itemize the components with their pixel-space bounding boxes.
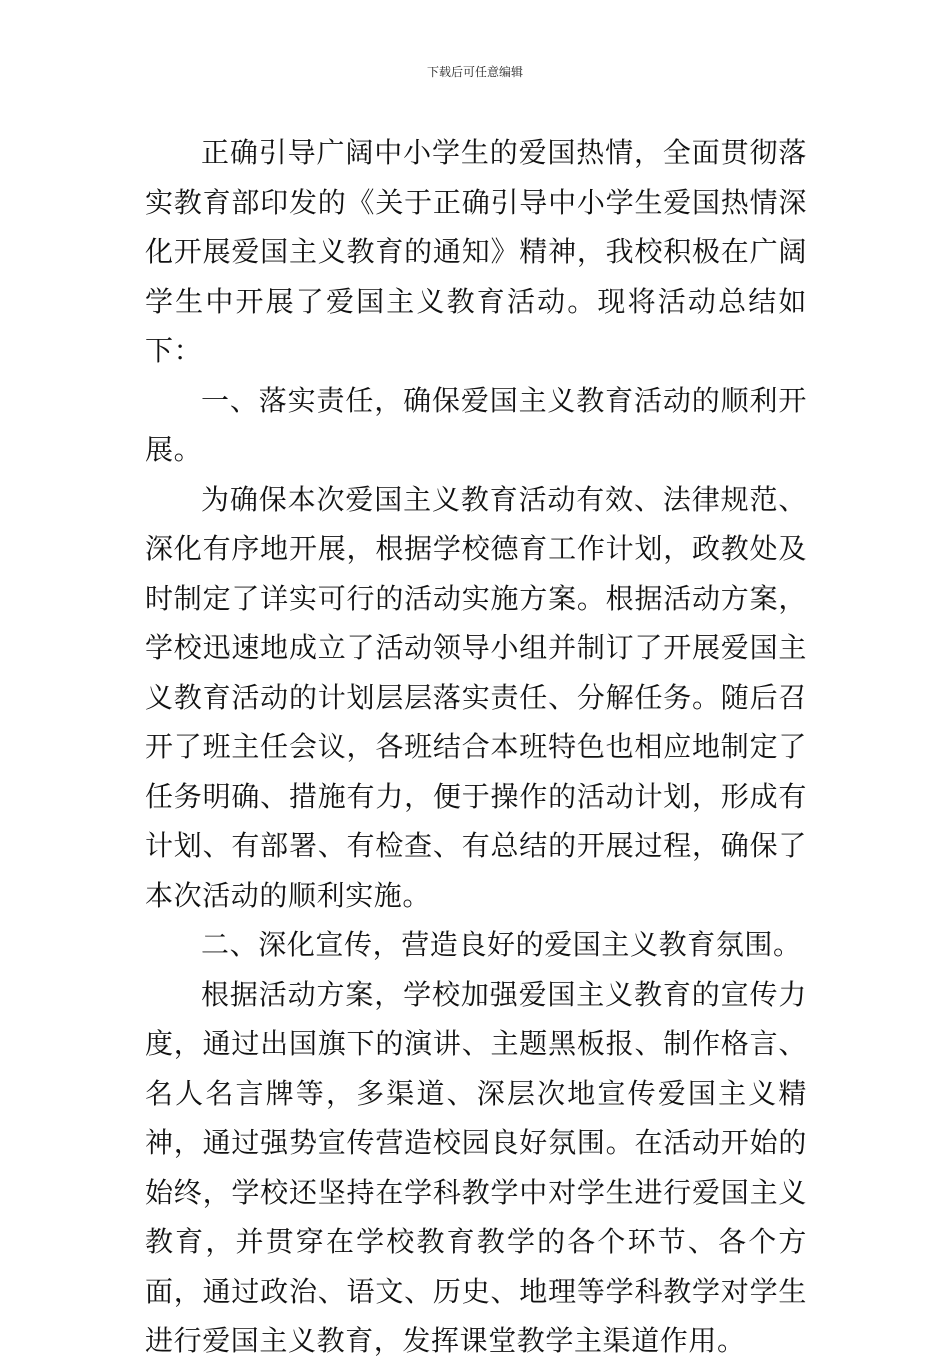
section-heading-2: 二、深化宣传，营造良好的爱国主义教育氛围。 xyxy=(201,928,802,961)
document-body xyxy=(145,128,807,1366)
page-header: 下载后可任意编辑 xyxy=(426,65,523,79)
section-heading-1: 一、落实责任，确保爱国主义教育活动的顺利开展。 xyxy=(145,383,807,466)
section-2-paragraph: 根据活动方案，学校加强爱国主义教育的宣传力度，通过出国旗下的演讲、主题黑板报、制作格言、名人名言牌等，多渠道、深层次地宣传爱国主义精神，通过强势宣传营造校园良好氛围。在活动开始的始终，学校还坚持在学科教学中对学生进行爱国主义教育，并贯穿在学校教育教学的各个环节、各个方面，通过政治、语文、历史、地理等学科教学对学生进行爱国主义教育，发挥课堂教学主渠道作用。 xyxy=(145,977,807,1357)
section-1-paragraph: 为确保本次爱国主义教育活动有效、法律规范、深化有序地开展，根据学校德育工作计划，政教处及时制定了详实可行的活动实施方案。根据活动方案，学校迅速地成立了活动领导小组并制订了开展爱国主义教育活动的计划层层落实责任、分解任务。随后召开了班主任会议，各班结合本班特色也相应地制定了任务明确、措施有力，便于操作的活动计划，形成有计划、有部署、有检查、有总结的开展过程，确保了本次活动的顺利实施。 xyxy=(145,482,807,912)
intro-paragraph: 正确引导广阔中小学生的爱国热情，全面贯彻落实教育部印发的《关于正确引导中小学生爱国热情深化开展爱国主义教育的通知》精神，我校积极在广阔学生中开展了爱国主义教育活动。现将活动总结如下： xyxy=(145,136,807,367)
